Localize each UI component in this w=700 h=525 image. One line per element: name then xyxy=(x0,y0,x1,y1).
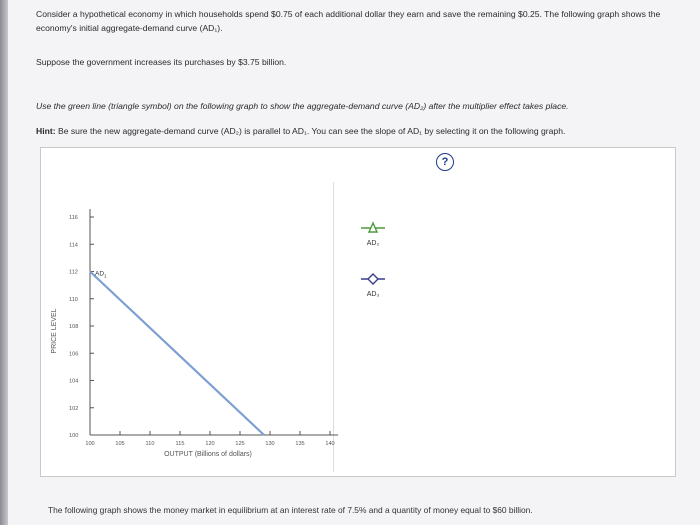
x-tick-label: 100 xyxy=(85,441,95,447)
y-tick-label: 114 xyxy=(69,242,78,249)
hint-body: Be sure the new aggregate-demand curve (AD₂) is parallel to AD₁. You can see the slope of AD₁ by selecting it on the following graph. xyxy=(57,126,566,136)
legend-label: AD₃ xyxy=(366,291,380,298)
ad1-label-sub: 1 xyxy=(104,273,107,279)
legend-label: AD₂ xyxy=(366,240,380,247)
y-tick-label: 106 xyxy=(69,351,79,358)
x-tick-label: 130 xyxy=(265,441,275,447)
hint-text xyxy=(36,124,565,138)
y-tick-label: 104 xyxy=(69,378,79,385)
ad1-label xyxy=(95,271,107,279)
y-tick-label: 110 xyxy=(69,296,78,303)
legend-item-3[interactable] xyxy=(361,274,385,298)
policy-statement: Suppose the government increases its purchases by $3.75 billion. xyxy=(36,57,287,67)
intro-paragraph: Consider a hypothetical economy in which households spend $0.75 of each additional dollar they earn and save the remaining $0.25. The following graph shows the economy's initial aggregate-demand curve (AD₁). xyxy=(36,9,661,33)
x-tick-label: 115 xyxy=(175,441,185,447)
x-tick-label: 120 xyxy=(205,441,215,447)
y-tick-label: 102 xyxy=(69,405,79,412)
ad1-curve xyxy=(90,272,264,436)
question-mark-icon[interactable]: ? xyxy=(436,153,454,171)
x-tick-label: 125 xyxy=(235,441,245,447)
hint-label: Hint: xyxy=(36,126,56,136)
ad1-label-main: AD xyxy=(95,270,105,278)
legend-item-2[interactable] xyxy=(361,223,385,247)
diamond-icon xyxy=(368,274,378,284)
footer-paragraph: The following graph shows the money market in equilibrium at an interest rate of 7.5% and a quantity of money equal to $60 billion. xyxy=(48,505,533,515)
y-tick-label: 112 xyxy=(69,269,78,276)
y-tick-label: 116 xyxy=(69,215,78,221)
y-tick-label: 108 xyxy=(69,324,79,330)
x-tick-label: 135 xyxy=(295,441,305,447)
x-tick-label: 140 xyxy=(325,441,335,447)
x-axis-label: OUTPUT (Billions of dollars) xyxy=(164,451,252,458)
x-tick-label: 110 xyxy=(145,441,155,447)
graph-panel[interactable] xyxy=(40,147,676,477)
y-axis-label: PRICE LEVEL xyxy=(51,308,58,354)
y-tick-label: 100 xyxy=(69,433,79,439)
instruction-text: Use the green line (triangle symbol) on the following graph to show the aggregate-demand curve (AD₂) after the multiplier effect takes place. xyxy=(36,101,569,111)
question-page xyxy=(8,0,700,525)
aggregate-demand-chart[interactable] xyxy=(41,148,675,476)
x-tick-label: 105 xyxy=(115,441,125,447)
